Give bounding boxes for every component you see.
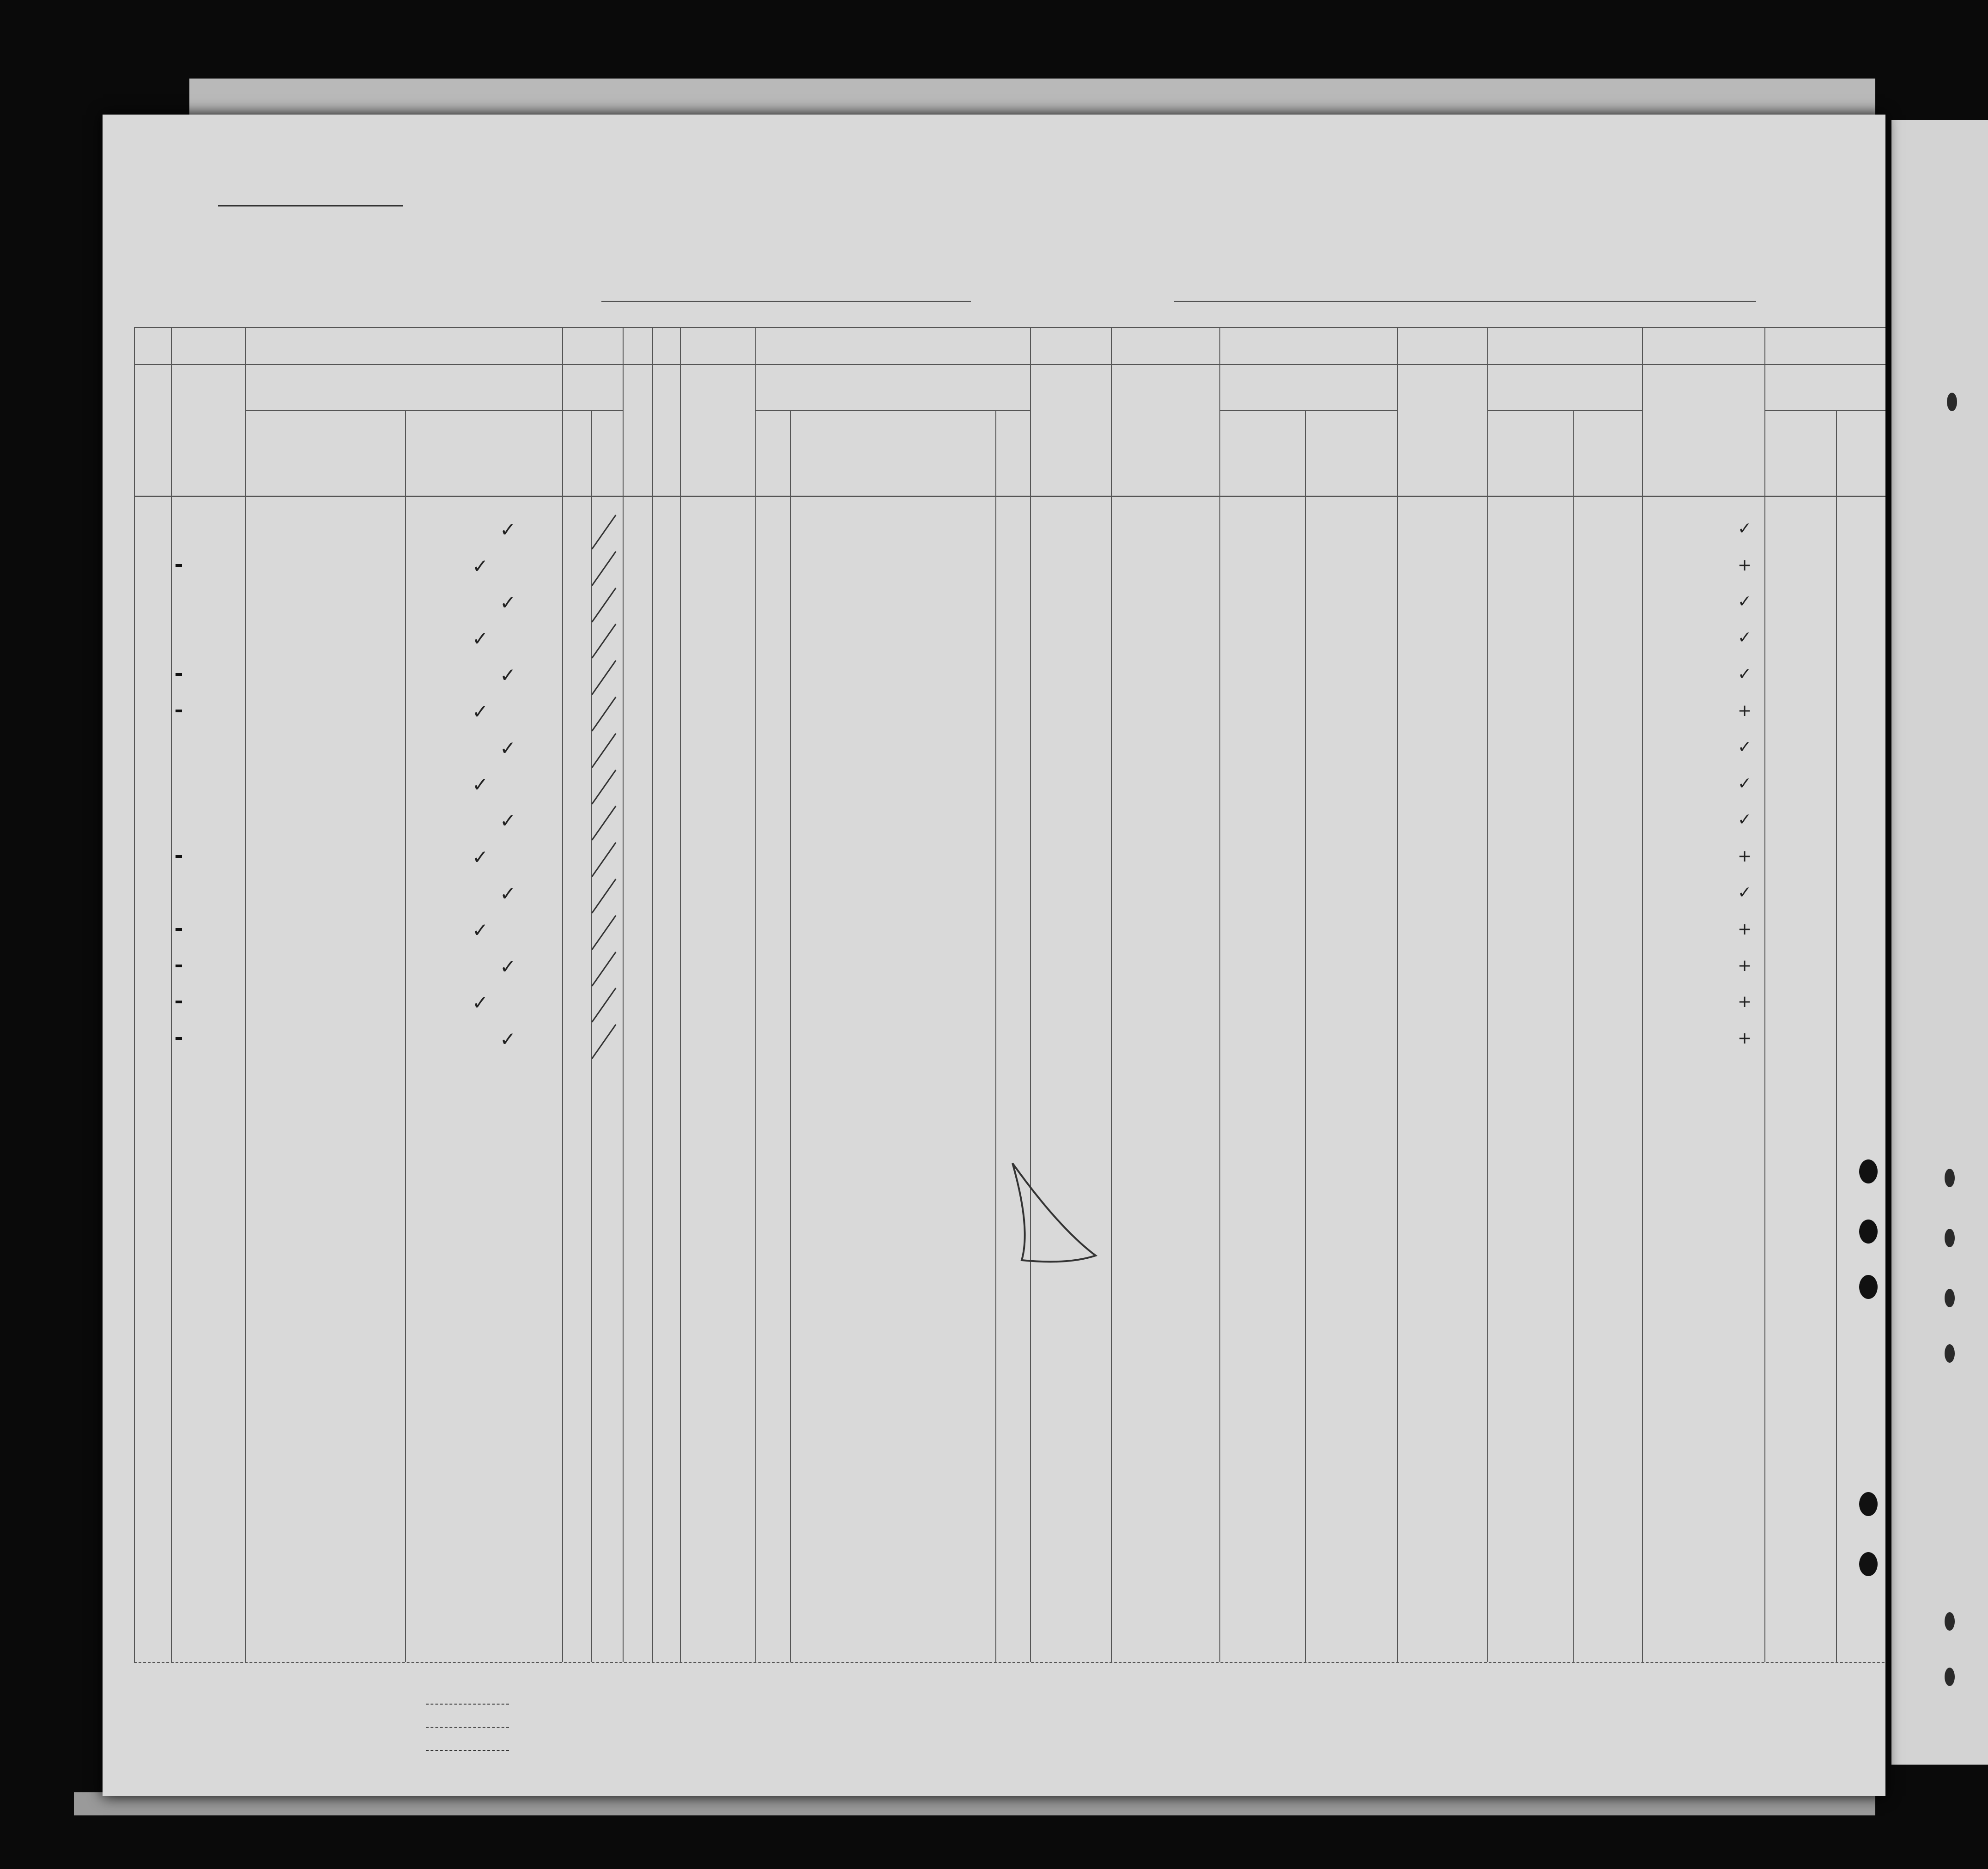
- table-row: [103, 918, 1885, 958]
- table-row: [103, 1028, 1885, 1067]
- check-mark: ✓: [472, 773, 489, 796]
- verify-check: ✓: [1738, 737, 1752, 757]
- verify-plus: +: [1738, 701, 1752, 720]
- head-tax-stamp: [176, 928, 182, 931]
- table-row: [103, 846, 1885, 885]
- verify-plus: +: [1738, 992, 1752, 1012]
- table-row: [103, 736, 1885, 776]
- table-row: [103, 809, 1885, 849]
- verify-plus: +: [1738, 555, 1752, 575]
- binder-hole: [1859, 1275, 1878, 1299]
- grid-colnum-rule: [134, 364, 1885, 365]
- verify-check: ✓: [1738, 592, 1752, 611]
- grid-bottom-rule: [134, 1662, 1885, 1663]
- head-tax-stamp: [176, 965, 182, 967]
- grid-subhead-rule: [1219, 410, 1397, 411]
- table-row: [103, 955, 1885, 995]
- head-tax-stamp: [176, 710, 182, 712]
- manifest-sheet: [103, 115, 1885, 1796]
- table-row: [103, 773, 1885, 813]
- head-tax-stamp: [176, 1001, 182, 1003]
- check-mark: ✓: [500, 591, 516, 614]
- verify-plus: +: [1738, 956, 1752, 975]
- grid-subhead-rule: [245, 410, 562, 411]
- check-mark: ✓: [472, 627, 489, 650]
- list-underline: [218, 205, 403, 206]
- verify-plus: +: [1738, 1029, 1752, 1048]
- grid-header-rule: [134, 496, 1885, 497]
- verify-check: ✓: [1738, 883, 1752, 902]
- table-row: [103, 554, 1885, 594]
- check-mark: ✓: [500, 809, 516, 832]
- verify-check: ✓: [1738, 810, 1752, 830]
- head-tax-stamp: [176, 855, 182, 858]
- verify-plus: +: [1738, 847, 1752, 866]
- head-tax-stamp: [176, 1037, 182, 1040]
- under-page: [189, 79, 1875, 120]
- head-tax-stamp: [176, 673, 182, 676]
- grid-subhead-rule: [755, 410, 1030, 411]
- check-mark: ✓: [500, 664, 516, 687]
- check-mark: ✓: [500, 518, 516, 541]
- table-row: [103, 591, 1885, 631]
- binder-hole: [1859, 1220, 1878, 1244]
- adjacent-page: [1891, 120, 1988, 1765]
- check-mark: ✓: [472, 991, 489, 1014]
- grid-top-rule: [134, 327, 1885, 328]
- table-row: [103, 882, 1885, 922]
- verify-check: ✓: [1738, 519, 1752, 538]
- binder-hole: [1859, 1159, 1878, 1183]
- binder-hole: [1859, 1552, 1878, 1576]
- head-tax-stamp: [176, 564, 182, 567]
- grid-subhead-rule: [1487, 410, 1642, 411]
- check-mark: ✓: [472, 846, 489, 869]
- check-mark: ✓: [500, 736, 516, 759]
- table-row: [103, 991, 1885, 1031]
- check-mark: ✓: [500, 1028, 516, 1051]
- binder-hole: [1859, 1492, 1878, 1516]
- check-mark: ✓: [500, 882, 516, 905]
- signature-flourish: [1003, 1159, 1105, 1265]
- table-row: [103, 664, 1885, 703]
- check-mark: ✓: [472, 554, 489, 577]
- table-row: [103, 700, 1885, 740]
- table-row: [103, 627, 1885, 667]
- verify-check: ✓: [1738, 665, 1752, 684]
- table-row: [103, 518, 1885, 558]
- verify-plus: +: [1738, 919, 1752, 939]
- grid-subhead-rule: [562, 410, 623, 411]
- check-mark: ✓: [472, 918, 489, 941]
- check-mark: ✓: [500, 955, 516, 978]
- grid-subhead-rule: [1764, 410, 1885, 411]
- verify-check: ✓: [1738, 628, 1752, 648]
- check-mark: ✓: [472, 700, 489, 723]
- age-slash: [591, 515, 616, 549]
- verify-check: ✓: [1738, 774, 1752, 793]
